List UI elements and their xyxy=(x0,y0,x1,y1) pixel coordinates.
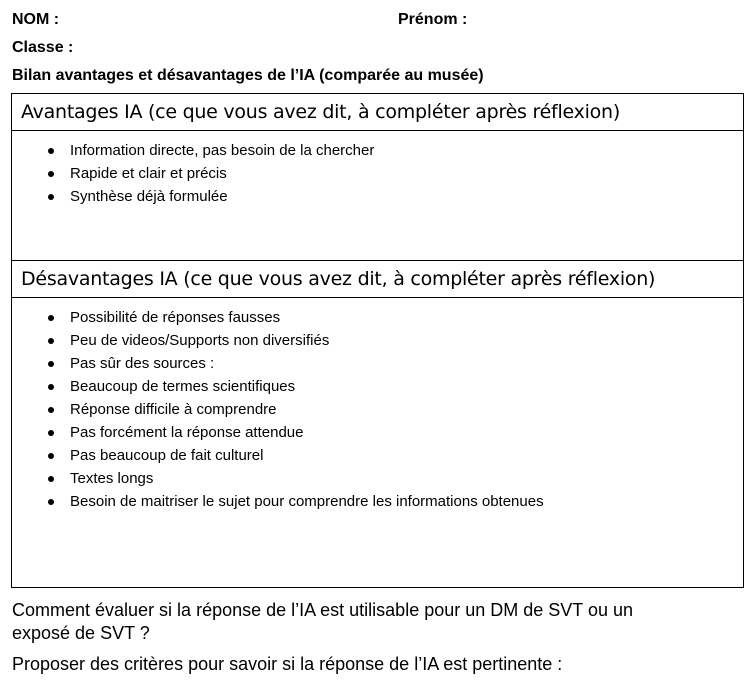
list-item xyxy=(12,352,544,375)
list-item-text: Beaucoup de termes scientifiques xyxy=(70,378,296,395)
list-item-text: Réponse difficile à comprendre xyxy=(70,401,277,418)
list-item xyxy=(12,398,544,421)
list-item-text: Possibilité de réponses fausses xyxy=(70,309,281,326)
bullet-icon xyxy=(48,430,54,436)
document-title: Bilan avantages et désavantages de l’IA (comparée au musée) xyxy=(12,67,484,84)
list-item xyxy=(12,444,544,467)
list-item-text: Synthèse déjà formulée xyxy=(70,188,228,205)
bullet-icon xyxy=(48,499,54,505)
summary-table xyxy=(11,93,744,588)
list-item xyxy=(12,467,544,490)
bullet-icon xyxy=(48,171,54,177)
list-item-text: Information directe, pas besoin de la chercher xyxy=(70,142,375,159)
list-item xyxy=(12,185,374,208)
list-item-text: Pas sûr des sources : xyxy=(70,355,215,372)
bullet-icon xyxy=(48,148,54,154)
question-line: exposé de SVT ? xyxy=(12,623,150,643)
classe-label: Classe : xyxy=(12,39,74,56)
list-item-text: Peu de videos/Supports non diversifiés xyxy=(70,332,330,349)
list-item-text: Pas beaucoup de fait culturel xyxy=(70,447,264,464)
question-line: Proposer des critères pour savoir si la réponse de l’IA est pertinente : xyxy=(12,654,563,674)
disadvantages-title: Désavantages IA (ce que vous avez dit, à compléter après réflexion) xyxy=(21,268,656,290)
list-item-text: Rapide et clair et précis xyxy=(70,165,227,182)
divider xyxy=(12,297,743,298)
list-item xyxy=(12,162,374,185)
prenom-label: Prénom : xyxy=(398,11,468,28)
list-item-text: Textes longs xyxy=(70,470,154,487)
bullet-icon xyxy=(48,384,54,390)
list-item xyxy=(12,306,544,329)
advantages-title: Avantages IA (ce que vous avez dit, à compléter après réflexion) xyxy=(21,101,620,123)
list-item-text: Besoin de maitriser le sujet pour comprendre les informations obtenues xyxy=(70,493,544,510)
list-item-text: Pas forcément la réponse attendue xyxy=(70,424,304,441)
bullet-icon xyxy=(48,194,54,200)
nom-label: NOM : xyxy=(12,11,60,28)
list-item xyxy=(12,490,544,513)
disadvantages-list xyxy=(12,306,544,513)
question-line: Comment évaluer si la réponse de l’IA est utilisable pour un DM de SVT ou un xyxy=(12,600,633,620)
bullet-icon xyxy=(48,407,54,413)
list-item xyxy=(12,139,374,162)
bullet-icon xyxy=(48,453,54,459)
bullet-icon xyxy=(48,361,54,367)
bullet-icon xyxy=(48,476,54,482)
list-item xyxy=(12,375,544,398)
list-item xyxy=(12,329,544,352)
bullet-icon xyxy=(48,315,54,321)
divider xyxy=(12,130,743,131)
list-item xyxy=(12,421,544,444)
advantages-list xyxy=(12,139,374,208)
bullet-icon xyxy=(48,338,54,344)
